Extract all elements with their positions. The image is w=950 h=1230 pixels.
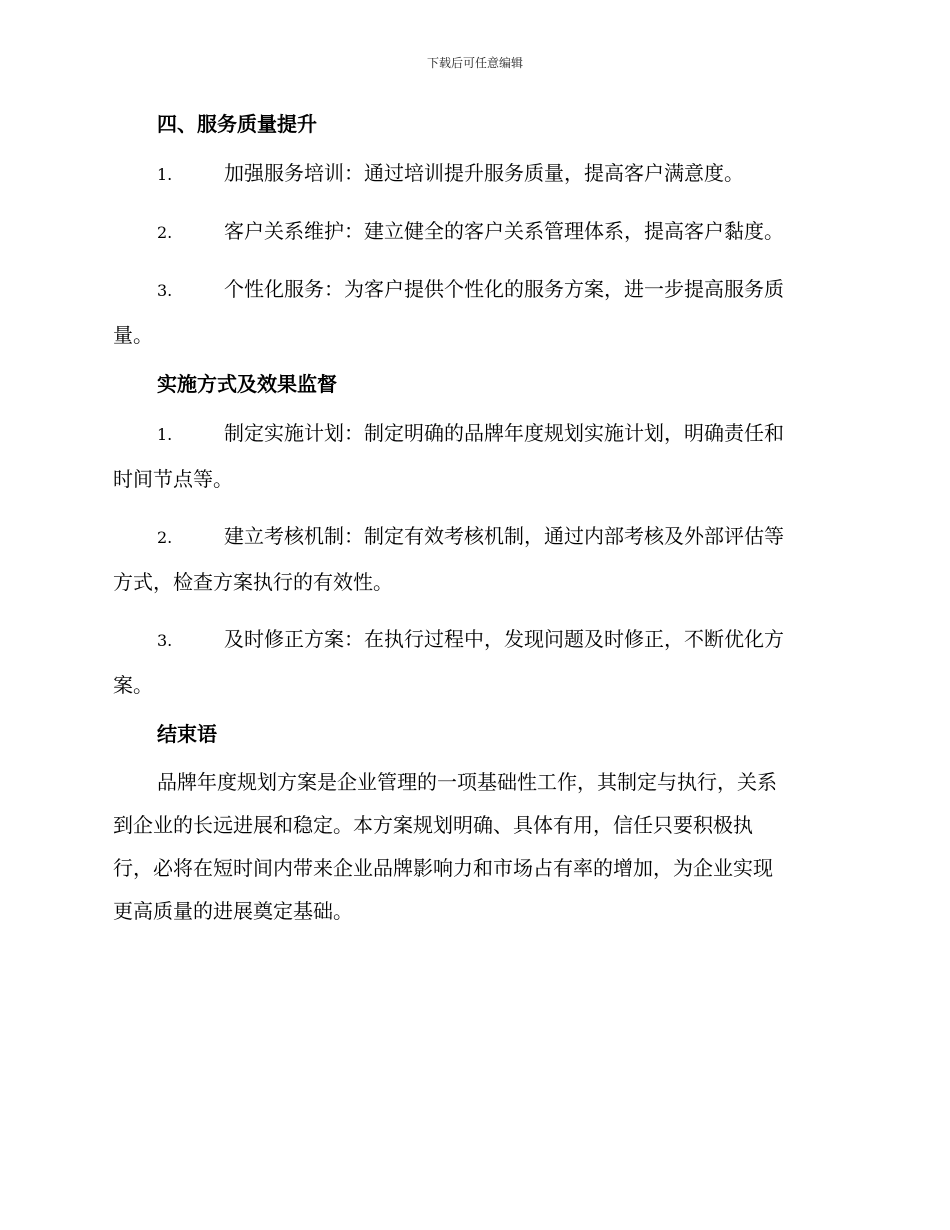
section-heading-service-quality: 四、服务质量提升 <box>157 112 317 136</box>
list-item <box>113 411 833 502</box>
list-item-number: 2. <box>157 223 173 242</box>
list-item-text: 个性化服务：为客户提供个性化的服务方案，进一步提高服务质 <box>224 277 784 301</box>
list-item-number: 1. <box>157 165 173 184</box>
list-item-number: 2. <box>157 528 173 547</box>
list-item-text-continued: 量。 <box>113 323 153 347</box>
list-item <box>113 209 833 255</box>
paragraph-line: 更高质量的进展奠定基础。 <box>113 899 353 923</box>
list-item-text-continued: 时间节点等。 <box>113 467 233 491</box>
list-item-text: 及时修正方案：在执行过程中，发现问题及时修正，不断优化方 <box>224 627 784 651</box>
list-item-text-continued: 方式，检查方案执行的有效性。 <box>113 570 393 594</box>
document-body <box>113 110 833 933</box>
list-item-number: 3. <box>157 281 173 300</box>
paragraph-line: 到企业的长远进展和稳定。本方案规划明确、具体有用，信任只要积极执 <box>113 813 753 837</box>
list-item-text-continued: 案。 <box>113 673 153 697</box>
paragraph-line: 行，必将在短时间内带来企业品牌影响力和市场占有率的增加，为企业实现 <box>113 856 773 880</box>
list-item <box>113 267 833 358</box>
list-item-text: 制定实施计划：制定明确的品牌年度规划实施计划，明确责任和 <box>224 421 784 445</box>
list-item-number: 1. <box>157 425 173 444</box>
list-item-text: 加强服务培训：通过培训提升服务质量，提高客户满意度。 <box>224 161 744 185</box>
conclusion-paragraph <box>113 761 833 933</box>
list-item <box>113 514 833 605</box>
section-heading-implementation: 实施方式及效果监督 <box>157 372 337 396</box>
list-item <box>113 151 833 197</box>
list-item-number: 3. <box>157 631 173 650</box>
page-header: 下载后可任意编辑 <box>426 56 523 70</box>
list-item-text: 客户关系维护：建立健全的客户关系管理体系，提高客户黏度。 <box>224 219 784 243</box>
list-item <box>113 617 833 708</box>
list-item-text: 建立考核机制：制定有效考核机制，通过内部考核及外部评估等 <box>224 524 784 548</box>
section-heading-conclusion: 结束语 <box>157 722 217 746</box>
paragraph-line: 品牌年度规划方案是企业管理的一项基础性工作，其制定与执行，关系 <box>157 770 777 794</box>
